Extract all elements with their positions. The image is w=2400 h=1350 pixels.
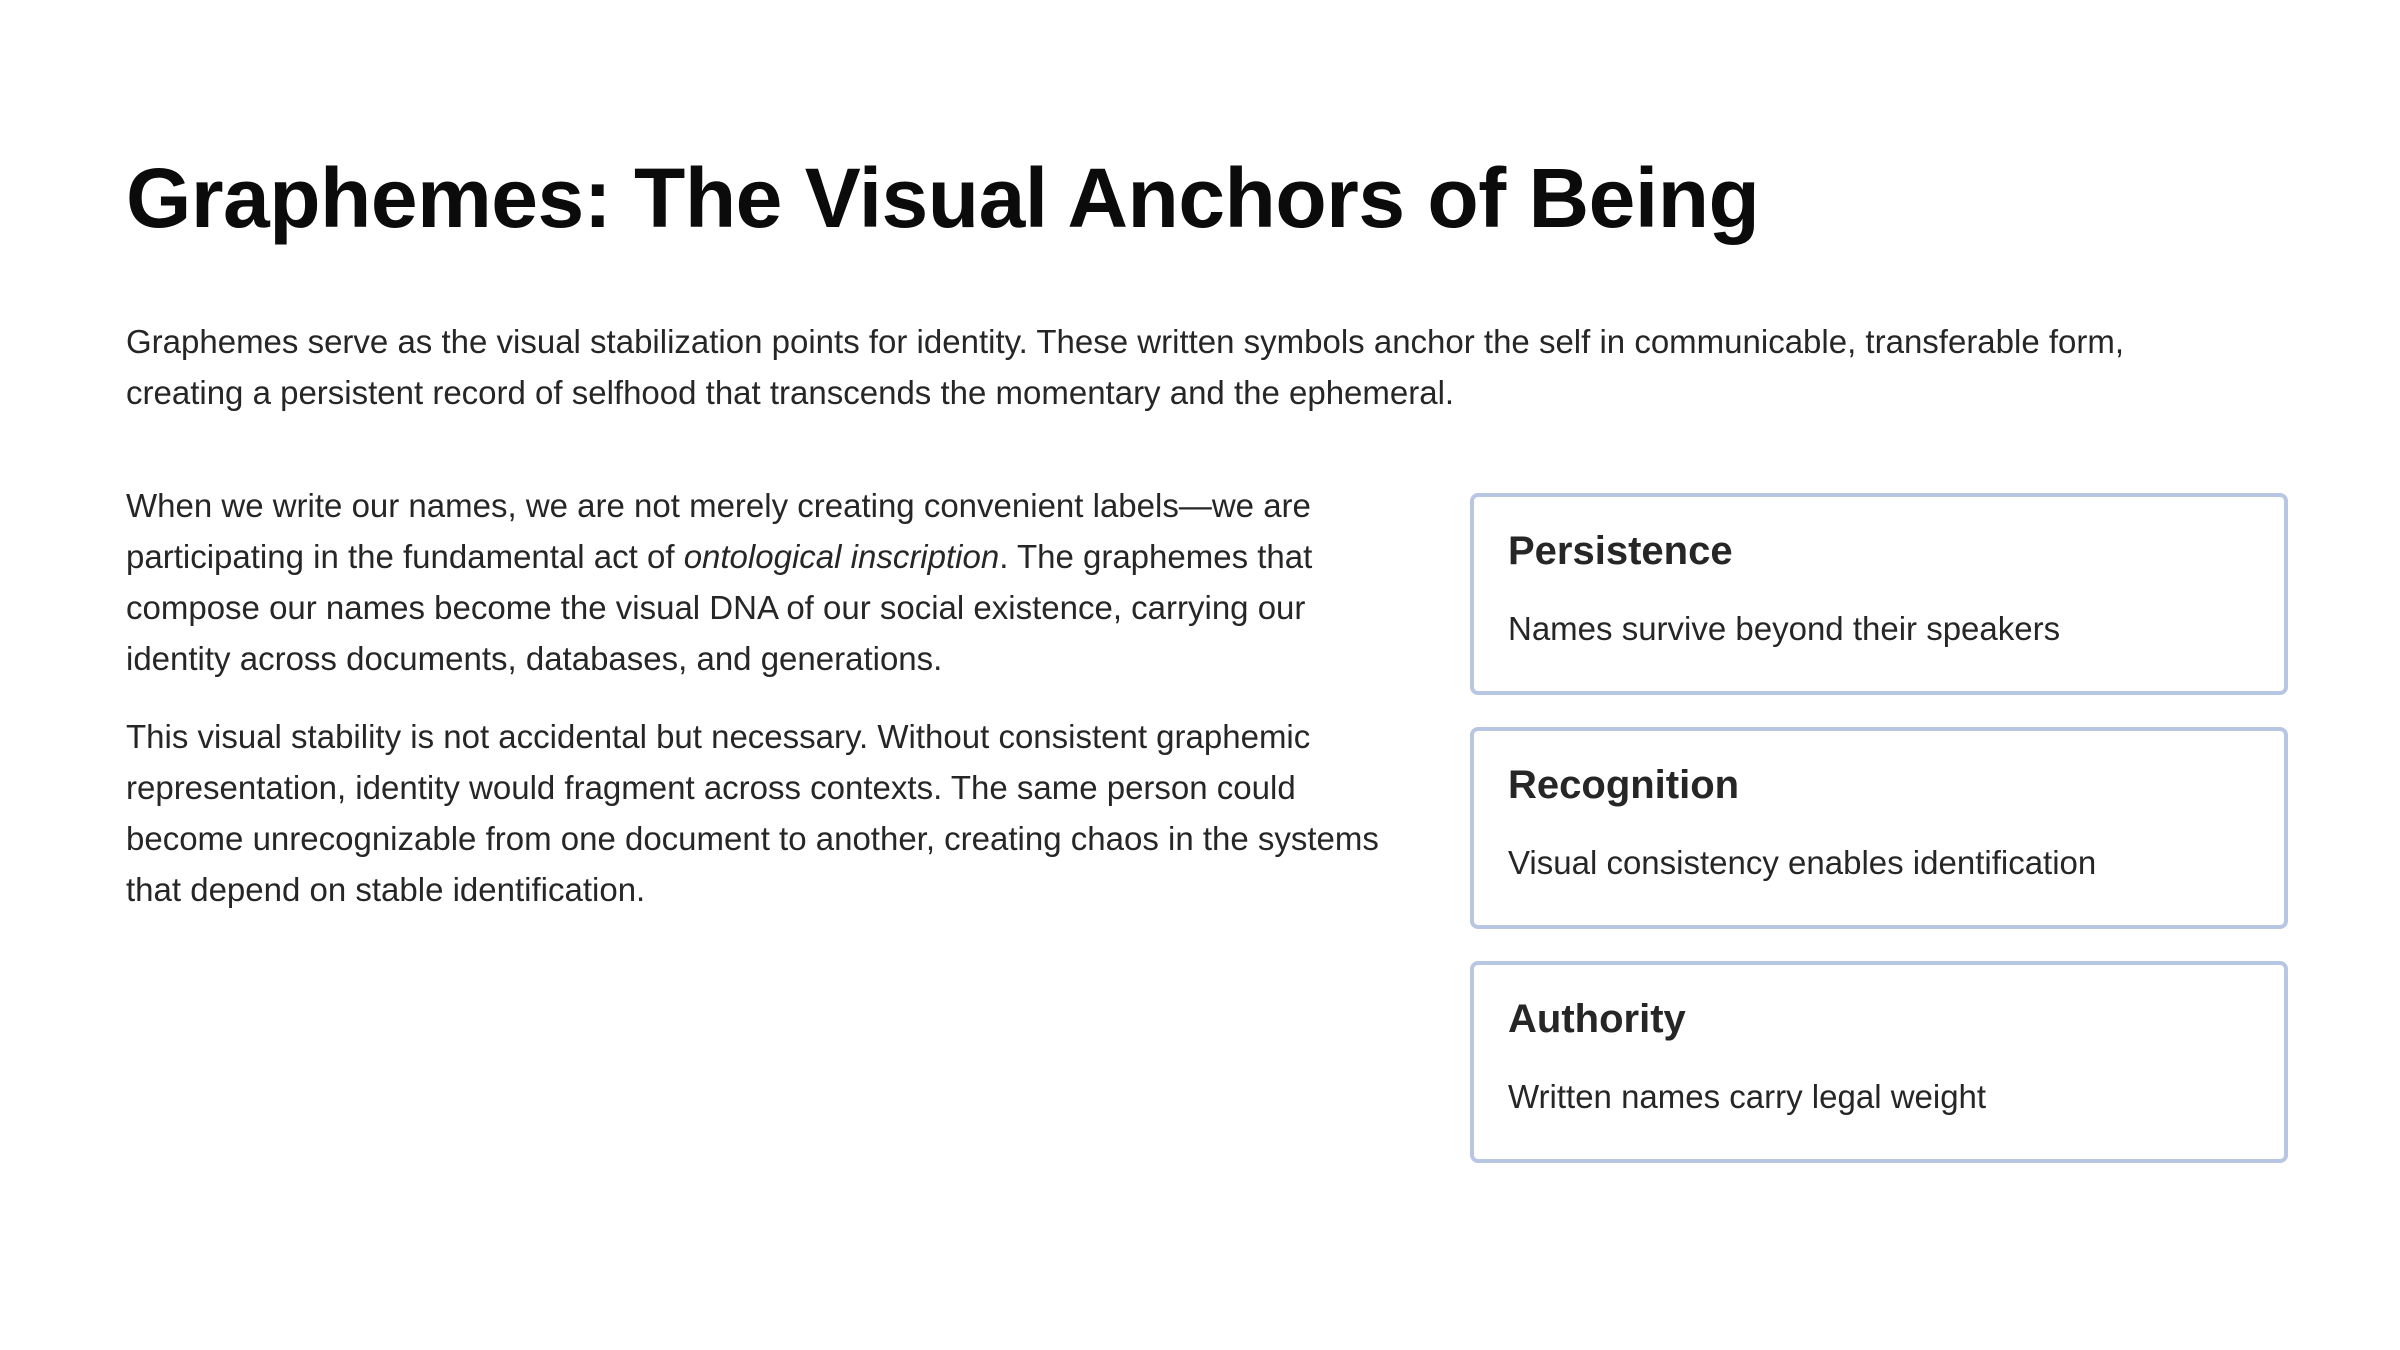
- card-persistence: [1470, 493, 2288, 695]
- card-title: Persistence: [1508, 529, 1733, 573]
- card-title: Authority: [1508, 997, 1686, 1041]
- intro-paragraph: Graphemes serve as the visual stabilization points for identity. These written symbols anchor the self in communicable, transferable form, creating a persistent record of selfhood that transcends the momentary and the ephemeral.: [126, 323, 2125, 411]
- paragraph-1-text-end: . The graphemes that compose our names become the visual DNA of our social existence, carrying our identity across documents, databases, and generations.: [126, 538, 1313, 677]
- body-column: [126, 480, 1416, 942]
- card-description: Written names carry legal weight: [1508, 1078, 1987, 1115]
- feature-cards: [1470, 493, 2288, 1195]
- card-title: Recognition: [1508, 763, 1740, 807]
- card-description: Names survive beyond their speakers: [1508, 610, 2061, 647]
- paragraph-1-emphasis: ontological inscription: [683, 538, 1000, 575]
- card-recognition: [1470, 727, 2288, 929]
- card-authority: [1470, 961, 2288, 1163]
- body-paragraph-2: This visual stability is not accidental but necessary. Without consistent graphemic representation, identity would fragment across contexts. The same person could become unrecognizable from one document to another, creating chaos in the systems that depend on stable identification.: [126, 718, 1379, 908]
- page-title: Graphemes: The Visual Anchors of Being: [126, 151, 1760, 245]
- card-description: Visual consistency enables identification: [1508, 844, 2097, 881]
- paragraph-1-text-start: When we write our names, we are not merely creating convenient labels—we are participating in the fundamental act of: [126, 487, 1311, 575]
- body-paragraph-1: [126, 480, 1416, 684]
